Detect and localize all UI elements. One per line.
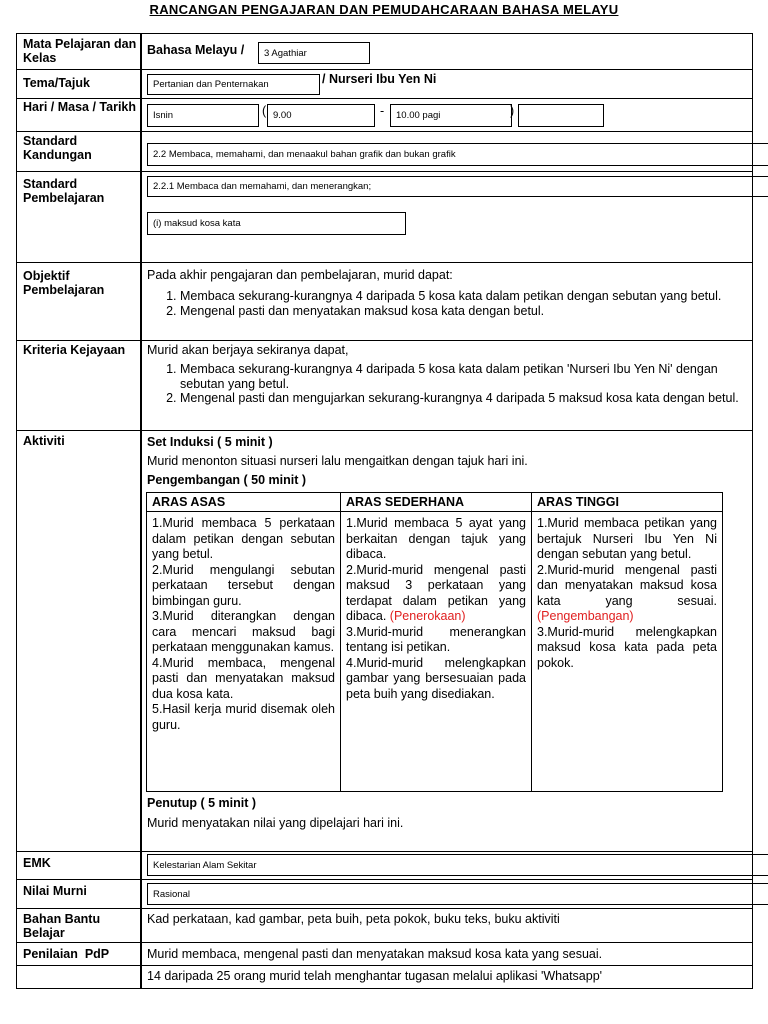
learning-standard-sub-field[interactable]: (i) maksud kosa kata xyxy=(147,212,406,235)
tinggi-item: 1.Murid membaca petikan yang bertajuk Nurseri Ibu Yen Ni dengan sebutan yang betul. xyxy=(537,516,717,561)
row-divider xyxy=(16,879,753,880)
label-nilai-murni: Nilai Murni xyxy=(23,884,87,898)
penutup-text: Murid menyatakan nilai yang dipelajari hari ini. xyxy=(147,816,404,830)
refleksi-text: 14 daripada 25 orang murid telah menghantar tugasan melalui aplikasi 'Whatsapp' xyxy=(147,969,603,983)
tinggi-item: 2.Murid-murid mengenal pasti dan menyatakan maksud kosa kata yang sesuai. xyxy=(537,562,717,608)
emk-field[interactable]: Kelestarian Alam Sekitar xyxy=(147,854,768,876)
penilaian-text: Murid membaca, mengenal pasti dan menyatakan maksud kosa kata yang sesuai. xyxy=(147,947,603,961)
label-standard-kandungan: Standard Kandungan xyxy=(23,134,92,162)
subject-text: Bahasa Melayu / xyxy=(147,43,245,57)
asas-item: 3.Murid diterangkan dengan cara mencari maksud bagi perkataan menggunakan kamus. xyxy=(152,609,335,654)
start-time-field[interactable]: 9.00 xyxy=(267,104,375,127)
row-divider xyxy=(16,69,753,70)
aras-sederhana-cell xyxy=(341,512,532,792)
aras-table xyxy=(146,492,723,792)
label-objektif: Objektif Pembelajaran xyxy=(23,269,105,297)
objective-item: 2. Mengenal pasti dan menyatakan maksud kosa kata dengan betul. xyxy=(180,304,755,319)
tinggi-item: 3.Murid-murid melengkapkan maksud kosa kata pada peta pokok. xyxy=(537,624,717,670)
label-mata-pelajaran: Mata Pelajaran dan Kelas xyxy=(23,37,137,65)
sederhana-item: 1.Murid membaca 5 ayat yang berkaitan dengan tajuk yang dibaca. xyxy=(346,516,526,561)
label-standard-pembelajaran: Standard Pembelajaran xyxy=(23,177,105,205)
objective-item: 1. Membaca sekurang-kurangnya 4 daripada 5 kosa kata dalam petikan dengan sebutan yang betul. xyxy=(180,289,755,304)
aras-tinggi-cell xyxy=(532,512,723,792)
asas-item: 1.Murid membaca 5 perkataan dalam petikan dengan sebutan yang betul. xyxy=(152,516,335,561)
row-divider xyxy=(16,98,753,99)
end-time-field[interactable]: 10.00 pagi xyxy=(390,104,512,127)
topic-text: / Nurseri Ibu Yen Ni xyxy=(322,72,437,86)
asas-item: 4.Murid membaca, mengenal pasti dan menyatakan maksud dua kosa kata. xyxy=(152,655,335,701)
label-emk: EMK xyxy=(23,856,51,870)
label-tema: Tema/Tajuk xyxy=(23,76,90,90)
row-divider xyxy=(16,430,753,431)
row-divider xyxy=(16,340,753,341)
row-divider xyxy=(16,908,753,909)
pengembangan-title: Pengembangan ( 50 minit ) xyxy=(147,473,307,487)
label-penilaian: Penilaian PdP xyxy=(23,947,110,961)
header-aras-sederhana: ARAS SEDERHANA xyxy=(341,493,532,512)
label-kriteria: Kriteria Kejayaan xyxy=(23,343,126,357)
close-paren: ) xyxy=(510,104,515,118)
sederhana-item: 4.Murid-murid melengkapkan gambar yang bersesuaian pada peta buih yang disediakan. xyxy=(346,655,526,701)
class-field[interactable]: 3 Agathiar xyxy=(258,42,370,64)
content-standard-field[interactable]: 2.2 Membaca, memahami, dan menaakul bahan grafik dan bukan grafik xyxy=(147,143,768,166)
aras-asas-cell xyxy=(147,512,341,792)
theme-field[interactable]: Pertanian dan Penternakan xyxy=(147,74,320,95)
set-induksi-title: Set Induksi ( 5 minit ) xyxy=(147,435,273,449)
column-divider xyxy=(140,33,142,989)
time-dash: - xyxy=(380,104,385,118)
label-aktiviti: Aktiviti xyxy=(23,434,65,448)
sederhana-item: 2.Murid-murid mengenal pasti maksud 3 perkataan yang terdapat dalam petikan yang dibaca. xyxy=(346,562,526,623)
penutup-title: Penutup ( 5 minit ) xyxy=(147,796,257,810)
learning-standard-field[interactable]: 2.2.1 Membaca dan memahami, dan menerangkan; xyxy=(147,176,768,197)
row-divider xyxy=(16,131,753,132)
nilai-field[interactable]: Rasional xyxy=(147,883,768,905)
set-induksi-text: Murid menonton situasi nurseri lalu mengaitkan dengan tajuk hari ini. xyxy=(147,454,528,468)
row-divider xyxy=(16,851,753,852)
header-aras-asas: ARAS ASAS xyxy=(147,493,341,512)
row-divider xyxy=(16,965,753,966)
open-paren: ( xyxy=(262,104,267,118)
day-field[interactable]: Isnin xyxy=(147,104,259,127)
asas-item: 2.Murid mengulangi sebutan perkataan tersebut dengan bimbingan guru. xyxy=(152,562,335,608)
row-divider xyxy=(16,171,753,172)
row-divider xyxy=(16,942,753,943)
date-field[interactable] xyxy=(518,104,604,127)
penerokaan-tag: (Penerokaan) xyxy=(389,609,466,623)
sederhana-item: 3.Murid-murid menerangkan tentang isi petikan. xyxy=(346,624,526,654)
header-aras-tinggi: ARAS TINGGI xyxy=(532,493,723,512)
label-hari: Hari / Masa / Tarikh xyxy=(23,100,137,114)
criteria-intro: Murid akan berjaya sekiranya dapat, xyxy=(147,343,349,357)
label-bahan: Bahan Bantu Belajar xyxy=(23,912,101,940)
pengembangan-tag: (Pengembangan) xyxy=(537,609,634,623)
page-title: RANCANGAN PENGAJARAN DAN PEMUDAHCARAAN BAHASA MELAYU xyxy=(149,2,619,17)
objective-intro: Pada akhir pengajaran dan pembelajaran, murid dapat: xyxy=(147,268,453,282)
bahan-text: Kad perkataan, kad gambar, peta buih, peta pokok, buku teks, buku aktiviti xyxy=(147,912,560,926)
row-divider xyxy=(16,262,753,263)
criteria-item: 2. Mengenal pasti dan mengujarkan sekurang-kurangnya 4 daripada 5 maksud kosa kata dengan betul. xyxy=(180,391,755,406)
asas-item: 5.Hasil kerja murid disemak oleh guru. xyxy=(152,702,335,732)
criteria-item: 1. Membaca sekurang-kurangnya 4 daripada 5 kosa kata dalam petikan 'Nurseri Ibu Yen Ni' dengan sebutan yang betul. xyxy=(180,362,755,391)
